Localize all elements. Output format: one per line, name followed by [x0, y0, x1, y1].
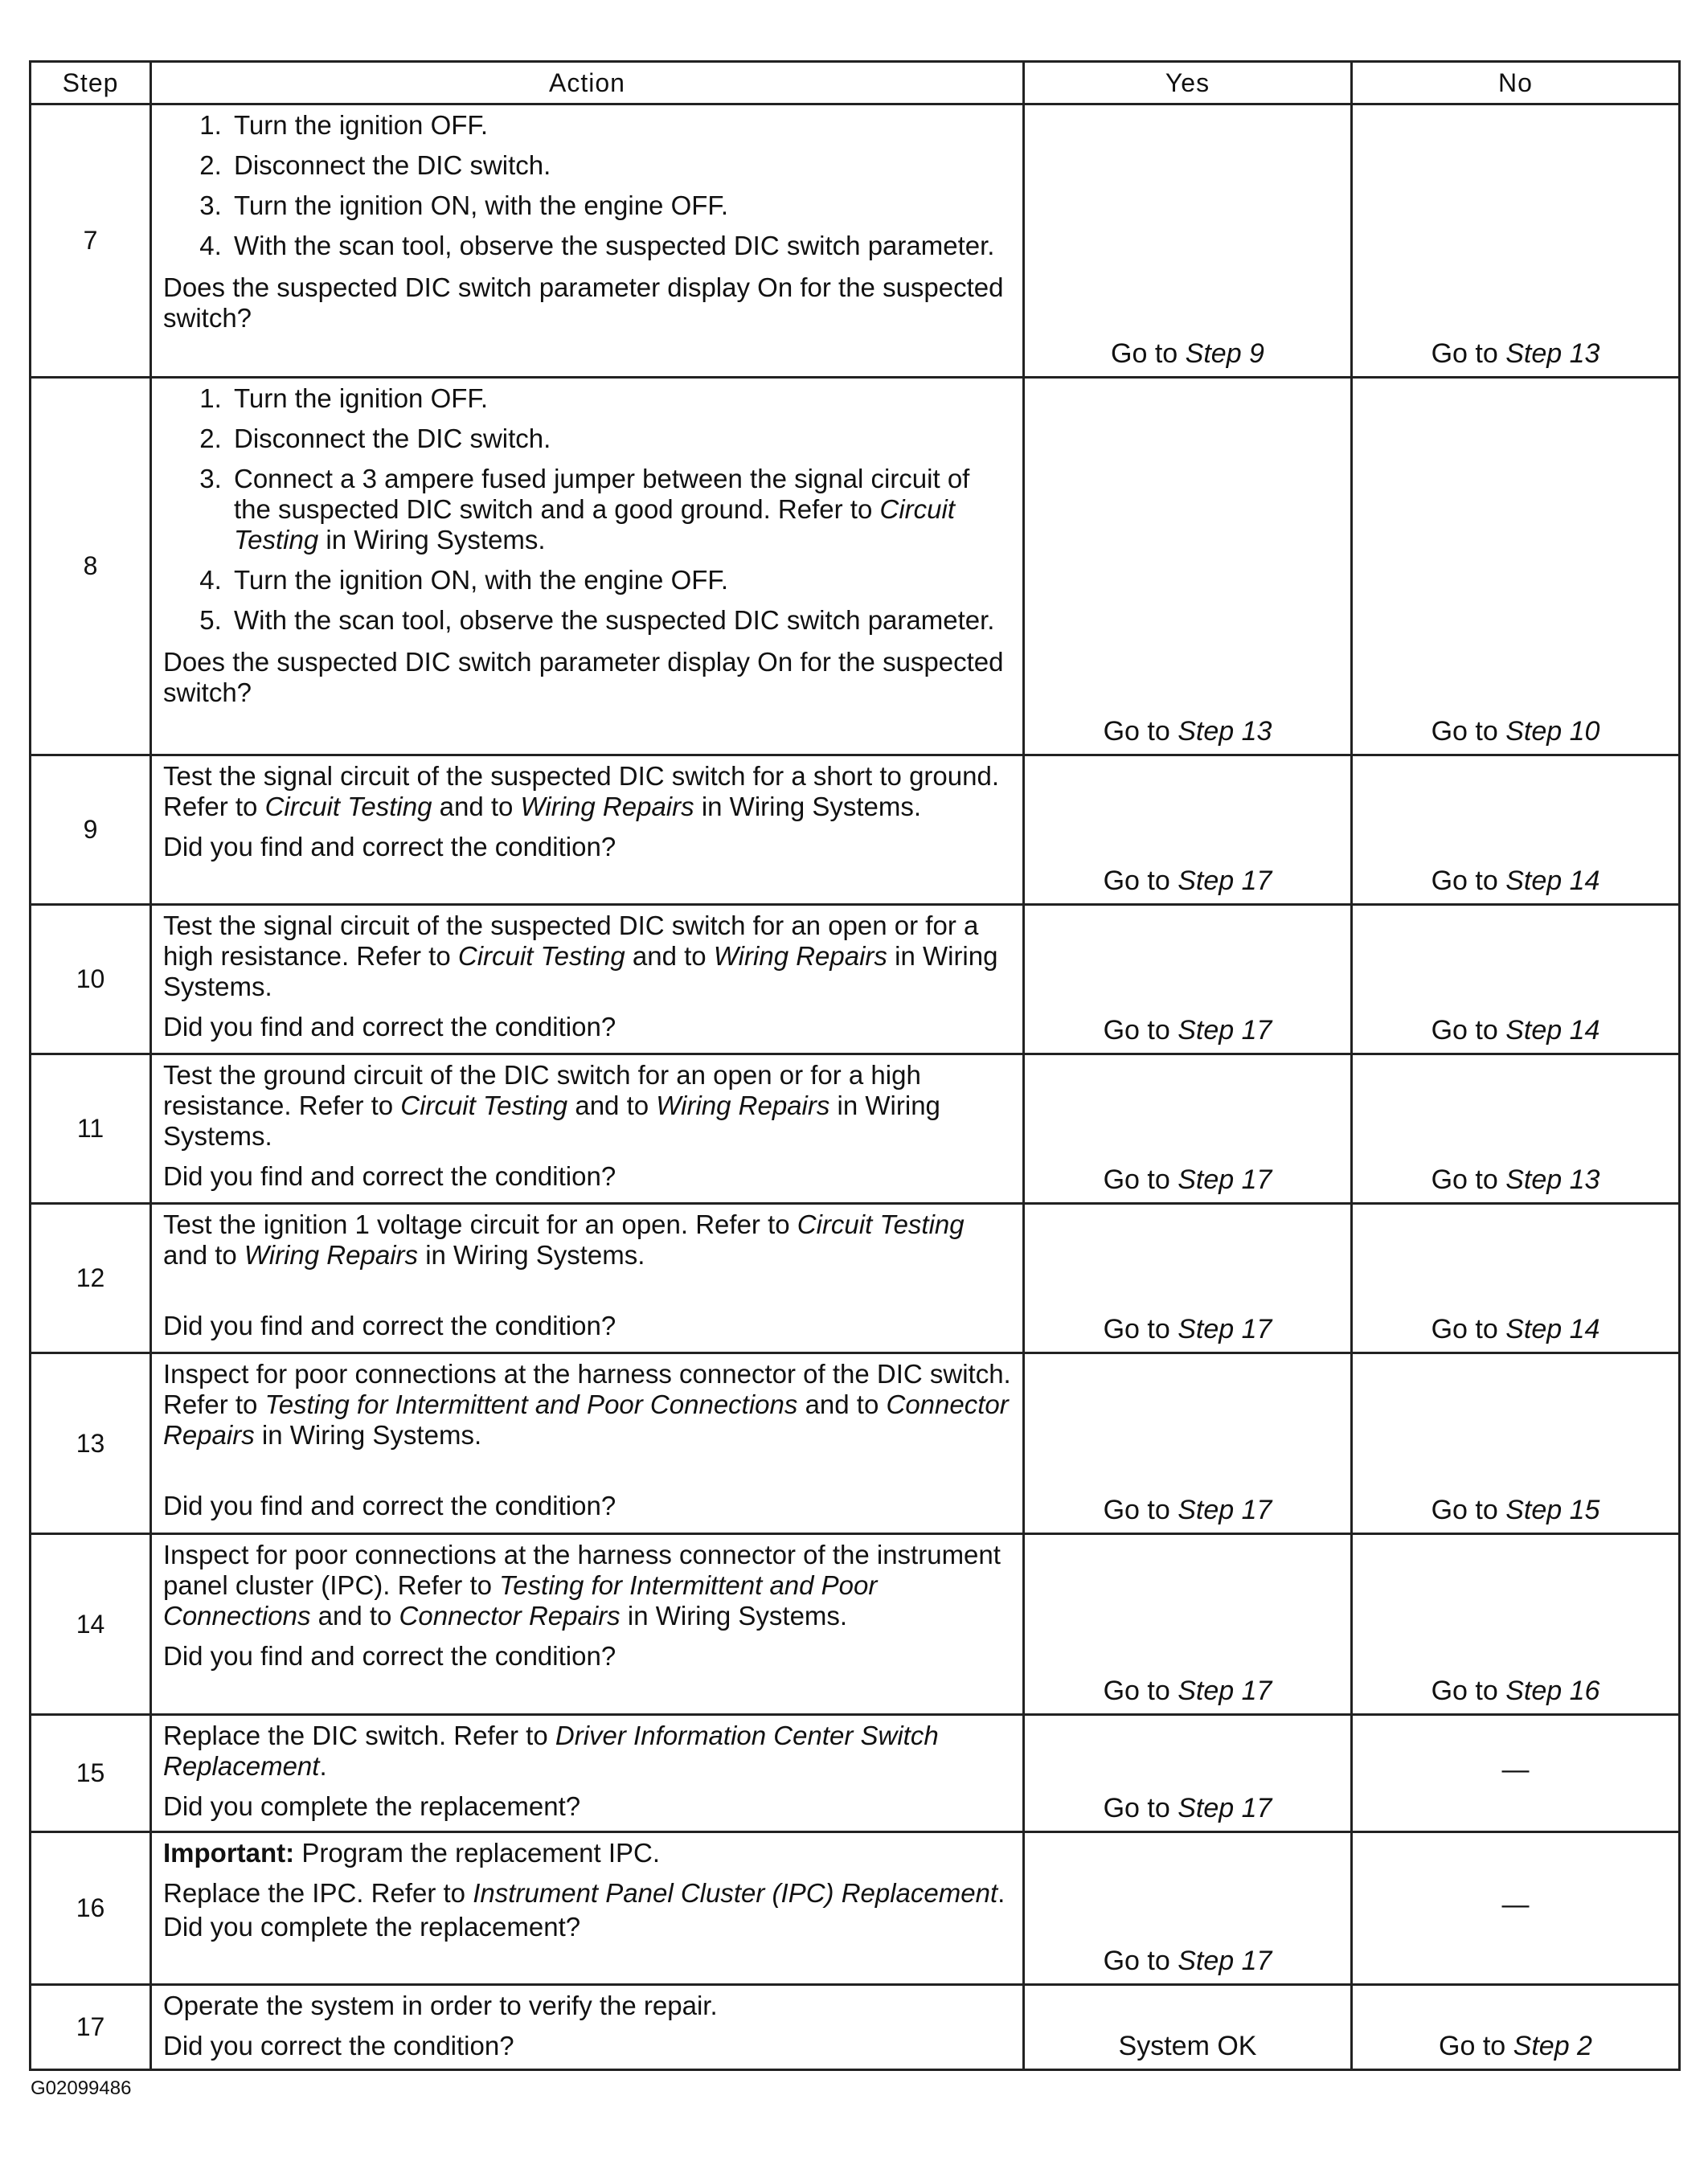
action-text — [163, 911, 1013, 1002]
yes-prefix: Go to — [1103, 716, 1170, 747]
table-row-step-9 — [31, 755, 1680, 905]
reference-link[interactable]: Wiring Repairs — [656, 1091, 830, 1120]
list-item: 5. With the scan tool, observe the suspected DIC switch parameter. — [229, 605, 1013, 636]
no-step-link[interactable]: Step 14 — [1505, 1314, 1600, 1344]
action-text-part: Replace the DIC switch. Refer to — [163, 1721, 548, 1750]
reference-link[interactable]: Wiring Repairs — [244, 1240, 419, 1270]
yes-result — [1024, 755, 1352, 905]
step-number: 9 — [31, 755, 151, 905]
no-prefix: Go to — [1431, 1495, 1498, 1525]
no-result-dash: — — [1501, 1754, 1530, 1785]
action-text-part: Test the signal circuit of the suspected DIC switch for an open or for a high resistance. Refer to — [163, 911, 979, 971]
no-result — [1352, 104, 1680, 378]
action-text-part: in Wiring Systems. — [163, 941, 998, 1001]
table-row-step-13 — [31, 1353, 1680, 1534]
yes-result — [1024, 104, 1352, 378]
list-item: 4. Turn the ignition ON, with the engine OFF. — [229, 565, 1013, 595]
table-row-step-17 — [31, 1985, 1680, 2070]
action-cell — [151, 1534, 1024, 1715]
reference-link[interactable]: Circuit Testing — [264, 792, 432, 821]
action-text-part: and to — [439, 792, 514, 821]
no-result — [1352, 1054, 1680, 1204]
action-question: Did you find and correct the condition? — [163, 1161, 616, 1191]
yes-prefix: Go to — [1103, 1164, 1170, 1195]
action-text — [163, 1540, 1013, 1631]
action-cell — [151, 1353, 1024, 1534]
action-text-part: Test the ground circuit of the DIC switch for an open or for a high resistance. Refer to — [163, 1060, 921, 1120]
yes-step-link[interactable]: Step 9 — [1185, 338, 1264, 369]
yes-step-link[interactable]: Step 17 — [1178, 1015, 1272, 1046]
reference-link[interactable]: Wiring Repairs — [713, 941, 887, 971]
diagnostic-table — [29, 60, 1681, 2071]
yes-result — [1024, 378, 1352, 755]
list-item: 4. With the scan tool, observe the suspected DIC switch parameter. — [229, 231, 1013, 261]
table-row-step-10 — [31, 905, 1680, 1054]
table-row-step-16 — [31, 1832, 1680, 1985]
diagnostic-table-container — [29, 60, 1678, 2071]
action-cell — [151, 104, 1024, 378]
header-yes: Yes — [1024, 62, 1352, 104]
yes-prefix: Go to — [1103, 1676, 1170, 1706]
yes-result — [1024, 1054, 1352, 1204]
header-row — [31, 62, 1680, 104]
action-text-part: . — [319, 1751, 327, 1781]
action-question: Did you find and correct the condition? — [163, 1311, 616, 1340]
step-number: 13 — [31, 1353, 151, 1534]
table-row-step-15 — [31, 1715, 1680, 1832]
step-number: 15 — [31, 1715, 151, 1832]
yes-step-link[interactable]: Step 17 — [1178, 1164, 1272, 1195]
reference-link[interactable]: Instrument Panel Cluster (IPC) Replacement — [473, 1878, 998, 1908]
yes-result — [1024, 1985, 1352, 2070]
list-item: 2. Disconnect the DIC switch. — [229, 150, 1013, 181]
reference-link[interactable]: Testing for Intermittent and Poor Connections — [264, 1389, 798, 1419]
action-text-part: Inspect for poor connections at the harness connector of the instrument panel cluster (IPC). Refer to — [163, 1540, 1001, 1600]
header-step: Step — [31, 62, 151, 104]
action-cell — [151, 1054, 1024, 1204]
action-cell — [151, 378, 1024, 755]
action-text — [163, 1060, 1013, 1152]
yes-result — [1024, 905, 1352, 1054]
yes-prefix: Go to — [1103, 866, 1170, 896]
yes-step-link[interactable]: Step 17 — [1178, 1946, 1272, 1976]
step-number: 11 — [31, 1054, 151, 1204]
action-text: Operate the system in order to verify the repair. — [163, 1991, 718, 2020]
no-result — [1352, 1985, 1680, 2070]
action-question: Does the suspected DIC switch parameter display On for the suspected switch? — [163, 272, 1004, 333]
action-text-part: in Wiring Systems. — [701, 792, 922, 821]
reference-link[interactable]: Circuit Testing — [457, 941, 625, 971]
list-item-text: Connect a 3 ampere fused jumper between the signal circuit of the suspected DIC switch and a good ground. Refer to — [234, 464, 970, 524]
action-text — [163, 761, 1013, 822]
important-label: Important: — [163, 1838, 295, 1868]
table-row-step-8 — [31, 378, 1680, 755]
list-item: 1. Turn the ignition OFF. — [229, 110, 1013, 141]
no-result — [1352, 1353, 1680, 1534]
yes-result — [1024, 1353, 1352, 1534]
action-text-part: in Wiring Systems. — [261, 1420, 482, 1450]
reference-link[interactable]: Circuit Testing — [797, 1209, 965, 1239]
no-prefix: Go to — [1431, 716, 1498, 747]
action-text-part: and to — [317, 1601, 392, 1631]
reference-link[interactable]: Driver Information Center Switch Replacement — [163, 1721, 939, 1781]
action-cell — [151, 1832, 1024, 1985]
table-row-step-7 — [31, 104, 1680, 378]
yes-result — [1024, 1534, 1352, 1715]
reference-link[interactable]: Connector Repairs — [163, 1389, 1009, 1450]
step-number: 17 — [31, 1985, 151, 2070]
action-question: Does the suspected DIC switch parameter display On for the suspected switch? — [163, 647, 1004, 707]
no-step-link[interactable]: Step 14 — [1505, 1015, 1600, 1046]
action-text-part: . — [997, 1878, 1006, 1908]
no-prefix: Go to — [1439, 2031, 1506, 2061]
reference-link[interactable]: Connector Repairs — [399, 1601, 621, 1631]
action-text-part: and to — [632, 941, 707, 971]
yes-result — [1024, 1715, 1352, 1832]
action-text — [163, 1209, 1013, 1271]
no-prefix: Go to — [1431, 338, 1498, 369]
no-result — [1352, 905, 1680, 1054]
action-cell — [151, 1204, 1024, 1353]
action-question: Did you find and correct the condition? — [163, 832, 616, 861]
step-number: 10 — [31, 905, 151, 1054]
action-text — [163, 1721, 1013, 1782]
action-text-part: Test the signal circuit of the suspected DIC switch for a short to ground. Refer to — [163, 761, 999, 821]
step-number: 7 — [31, 104, 151, 378]
step-number: 16 — [31, 1832, 151, 1985]
action-question: Did you find and correct the condition? — [163, 1641, 616, 1671]
action-text-part: and to — [163, 1240, 237, 1270]
action-text — [163, 1359, 1013, 1451]
no-step-link[interactable]: Step 2 — [1513, 2031, 1592, 2061]
no-result — [1352, 378, 1680, 755]
no-result — [1352, 755, 1680, 905]
figure-code: G02099486 — [31, 2077, 132, 2099]
yes-prefix: Go to — [1103, 1314, 1170, 1344]
step-number: 12 — [31, 1204, 151, 1353]
no-prefix: Go to — [1431, 1015, 1498, 1046]
action-question: Did you complete the replacement? — [163, 1791, 581, 1821]
yes-prefix: Go to — [1103, 1946, 1170, 1976]
yes-prefix: Go to — [1103, 1015, 1170, 1046]
yes-step-link[interactable]: Step 17 — [1178, 1495, 1272, 1525]
action-text-part: in Wiring Systems. — [425, 1240, 645, 1270]
action-text-part: and to — [805, 1389, 879, 1419]
no-prefix: Go to — [1431, 866, 1498, 896]
no-step-link[interactable]: Step 13 — [1505, 1164, 1600, 1195]
step-number: 14 — [31, 1534, 151, 1715]
action-cell — [151, 905, 1024, 1054]
yes-step-link[interactable]: Step 17 — [1178, 1314, 1272, 1344]
action-cell — [151, 1715, 1024, 1832]
yes-result — [1024, 1832, 1352, 1985]
no-result — [1352, 1832, 1680, 1985]
no-result — [1352, 1715, 1680, 1832]
reference-link[interactable]: Circuit Testing — [400, 1091, 568, 1120]
spacer — [163, 1460, 1013, 1491]
action-text-part: and to — [575, 1091, 649, 1120]
yes-result — [1024, 1204, 1352, 1353]
action-list — [163, 110, 1013, 261]
yes-result-text: System OK — [1118, 2031, 1257, 2061]
no-step-link[interactable]: Step 10 — [1505, 716, 1600, 747]
action-text-part: in Wiring Systems. — [627, 1601, 848, 1631]
action-cell — [151, 755, 1024, 905]
yes-prefix: Go to — [1103, 1495, 1170, 1525]
no-step-link[interactable]: Step 13 — [1505, 338, 1600, 369]
action-text-part: Test the ignition 1 voltage circuit for an open. Refer to — [163, 1209, 790, 1239]
action-question: Did you complete the replacement? — [163, 1912, 581, 1942]
table-row-step-14 — [31, 1534, 1680, 1715]
header-action: Action — [151, 62, 1024, 104]
table-row-step-12 — [31, 1204, 1680, 1353]
table-row-step-11 — [31, 1054, 1680, 1204]
yes-step-link[interactable]: Step 17 — [1178, 1793, 1272, 1823]
no-result — [1352, 1534, 1680, 1715]
action-text-part: Replace the IPC. Refer to — [163, 1878, 466, 1908]
action-text-part: Inspect for poor connections at the harness connector of the DIC switch. Refer to — [163, 1359, 1011, 1419]
action-text-part: in Wiring Systems. — [163, 1091, 940, 1151]
reference-link[interactable]: Wiring Repairs — [520, 792, 694, 821]
yes-prefix: Go to — [1111, 338, 1178, 369]
no-prefix: Go to — [1431, 1676, 1498, 1706]
no-result-dash: — — [1501, 1889, 1530, 1920]
reference-link[interactable]: Testing for Intermittent and Poor Connections — [163, 1570, 878, 1631]
action-question: Did you find and correct the condition? — [163, 1491, 616, 1520]
list-item: 3. Turn the ignition ON, with the engine OFF. — [229, 190, 1013, 221]
spacer — [163, 1280, 1013, 1311]
no-step-link[interactable]: Step 16 — [1505, 1676, 1600, 1706]
header-no: No — [1352, 62, 1680, 104]
important-text: Program the replacement IPC. — [301, 1838, 661, 1868]
action-cell — [151, 1985, 1024, 2070]
list-item — [229, 464, 1013, 555]
yes-step-link[interactable]: Step 13 — [1178, 716, 1272, 747]
action-text — [163, 1878, 1013, 1909]
no-step-link[interactable]: Step 14 — [1505, 866, 1600, 896]
step-number: 8 — [31, 378, 151, 755]
no-prefix: Go to — [1431, 1164, 1498, 1195]
yes-step-link[interactable]: Step 17 — [1178, 1676, 1272, 1706]
list-item: 2. Disconnect the DIC switch. — [229, 424, 1013, 454]
yes-prefix: Go to — [1103, 1793, 1170, 1823]
action-question: Did you correct the condition? — [163, 2031, 514, 2061]
no-result — [1352, 1204, 1680, 1353]
list-item: 1. Turn the ignition OFF. — [229, 383, 1013, 414]
no-prefix: Go to — [1431, 1314, 1498, 1344]
reference-link[interactable]: Circuit Testing — [234, 494, 955, 555]
list-item-tail: in Wiring Systems. — [326, 525, 546, 555]
important-note — [163, 1838, 1013, 1868]
no-step-link[interactable]: Step 15 — [1505, 1495, 1600, 1525]
action-list — [163, 383, 1013, 636]
action-question: Did you find and correct the condition? — [163, 1012, 616, 1042]
yes-step-link[interactable]: Step 17 — [1178, 866, 1272, 896]
